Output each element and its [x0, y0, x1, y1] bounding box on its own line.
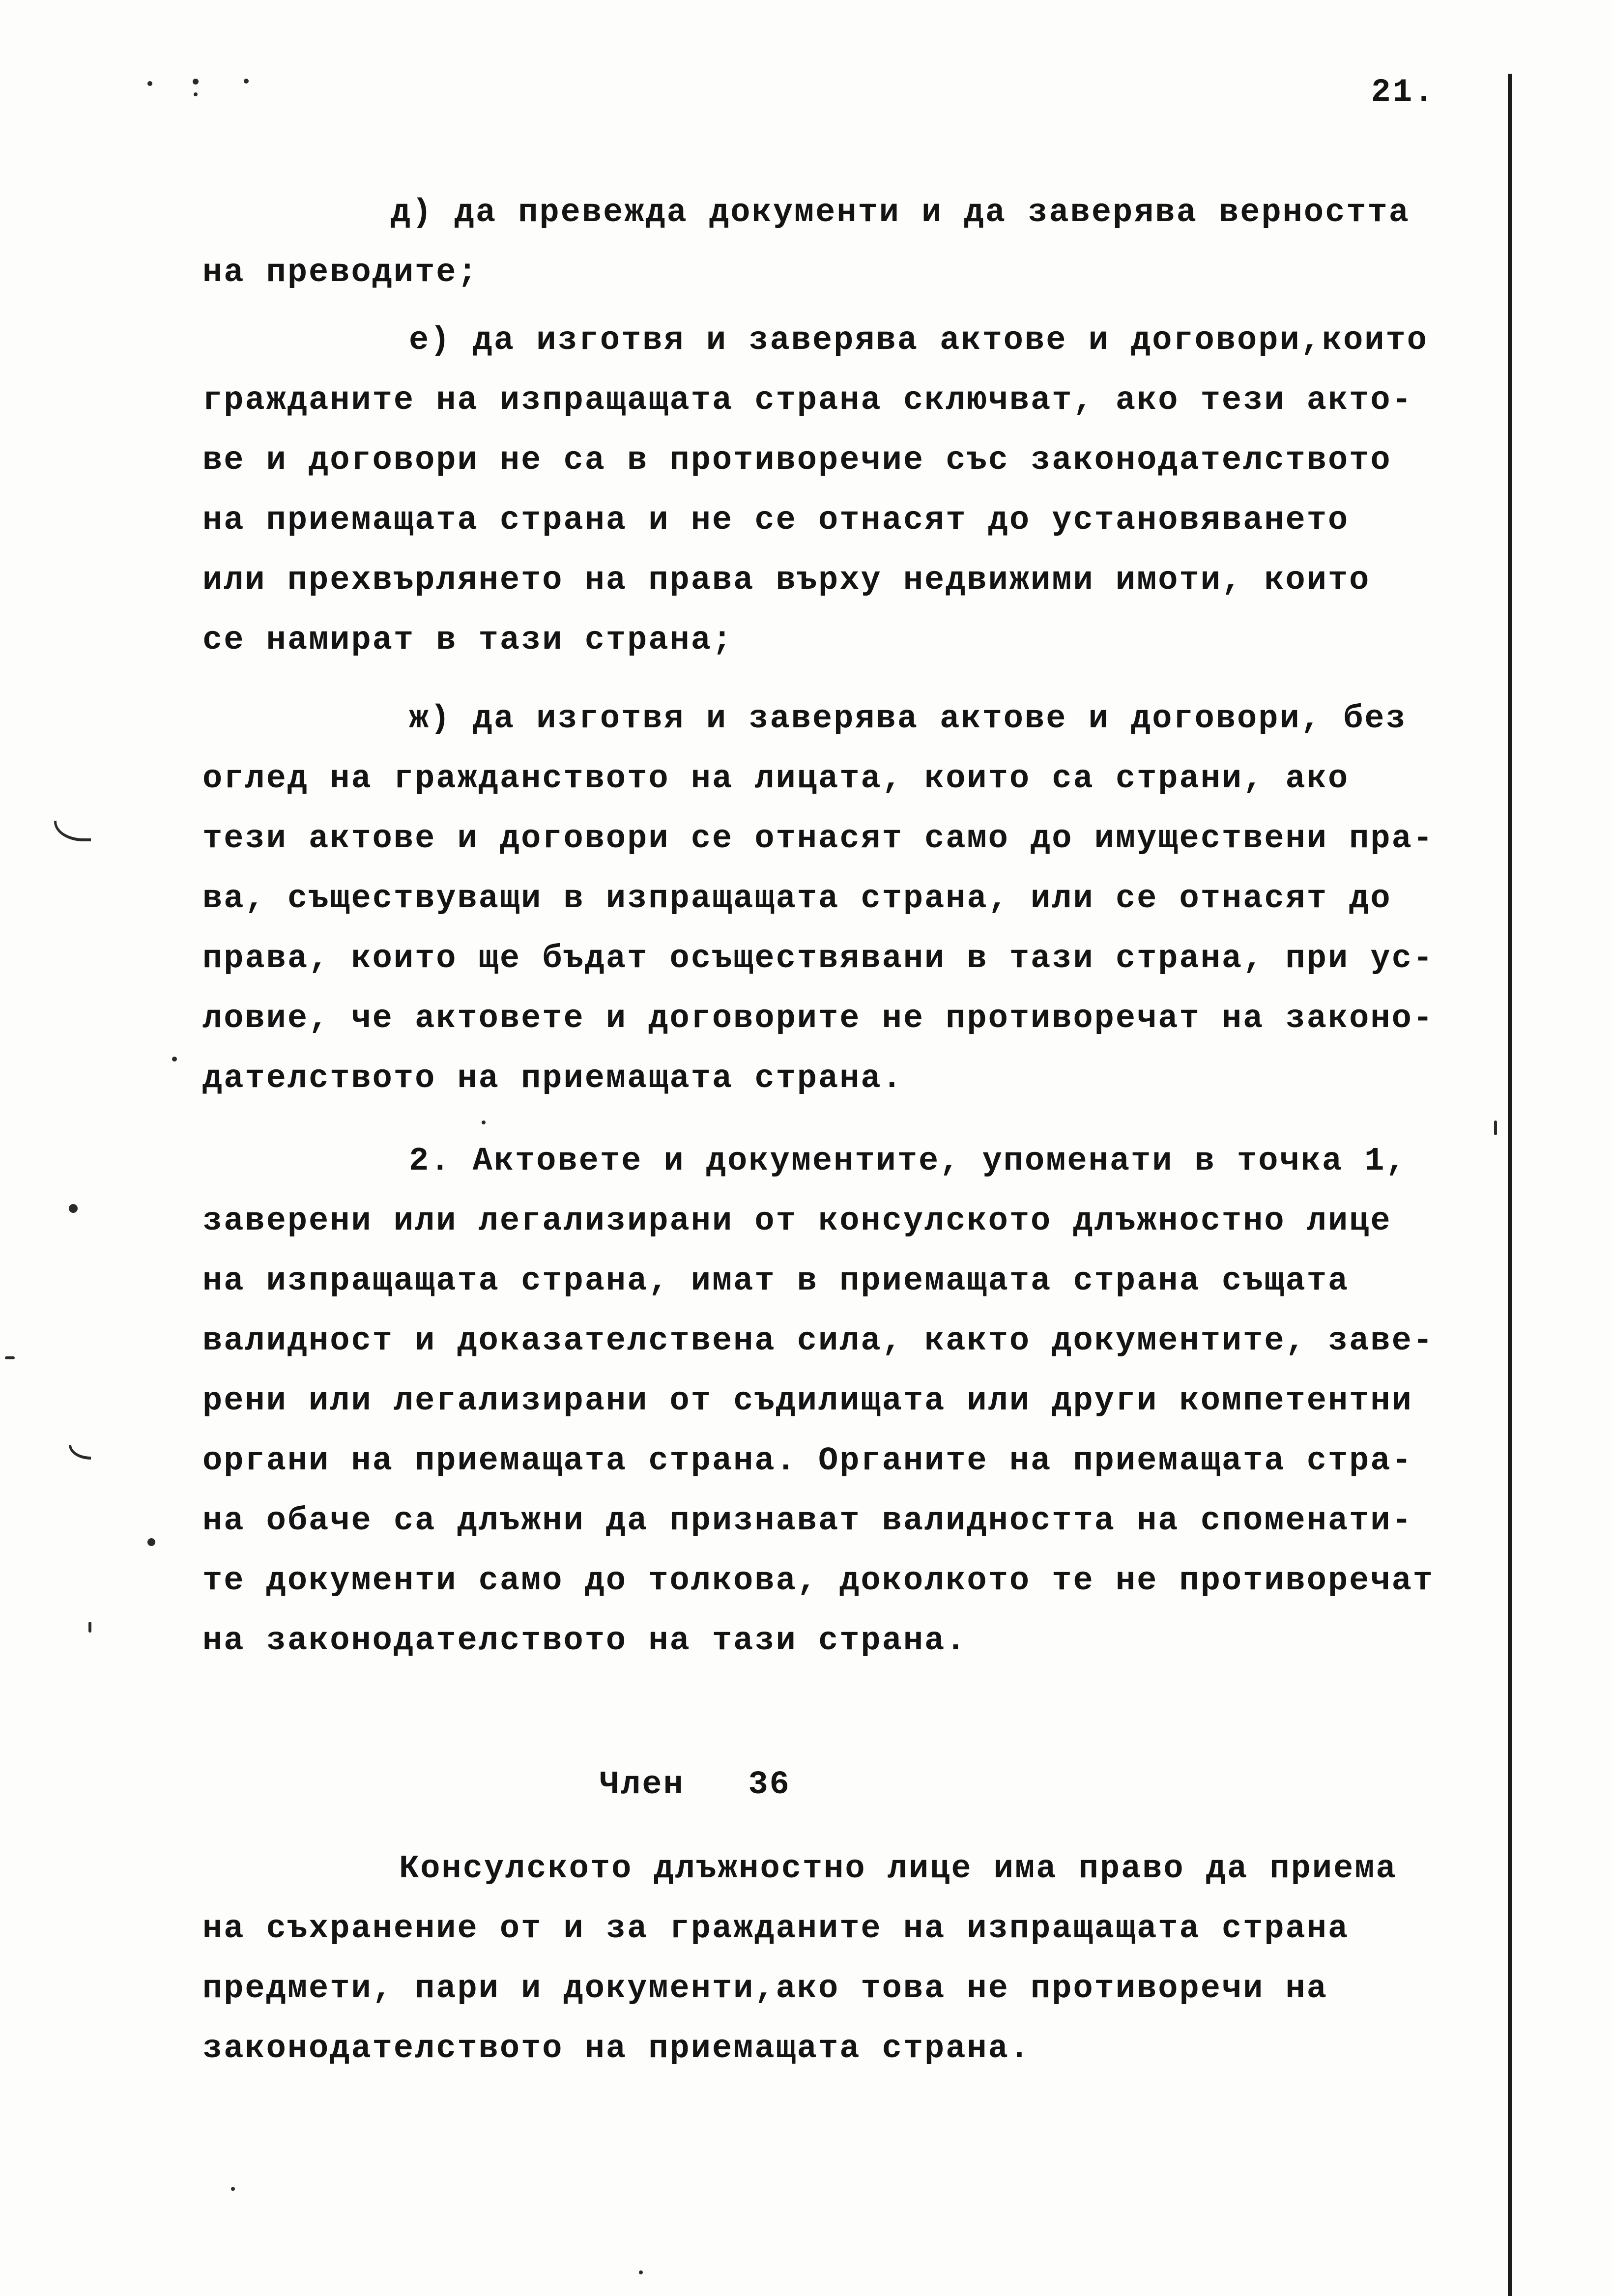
paragraph-zh-line-7: дателството на приемащата страна.: [202, 1060, 903, 1097]
paragraph-2-line-7: на обаче са длъжни да признават валидността на споменати-: [202, 1502, 1413, 1540]
paragraph-e-line-5: или прехвърлянето на права върху недвижими имоти, които: [202, 562, 1371, 599]
paragraph-e-line-4: на приемащата страна и не се отнасят до установяването: [202, 502, 1350, 539]
scan-speck: [172, 1057, 177, 1062]
scan-speck: [639, 2270, 643, 2274]
paragraph-e-line-3: ве и договори не са в противоречие със законодателството: [202, 442, 1392, 479]
scan-speck: [88, 1622, 91, 1633]
paragraph-e-line-1: е) да изготвя и заверява актове и договори,които: [409, 322, 1428, 359]
paragraph-2-line-6: органи на приемащата страна. Органите на приемащата стра-: [202, 1442, 1413, 1480]
article-line-1: Консулското длъжностно лице има право да приема: [399, 1850, 1397, 1888]
scan-speck: [5, 1356, 15, 1359]
article-line-3: предмети, пари и документи,ако това не противоречи на: [202, 1970, 1328, 2008]
paragraph-zh-line-5: права, които ще бъдат осъществявани в тази страна, при ус-: [202, 940, 1434, 977]
scan-speck: [193, 79, 199, 85]
paragraph-e-line-2: гражданите на изпращащата страна сключват, ако тези акто-: [202, 382, 1413, 419]
paragraph-zh-line-3: тези актове и договори се отнасят само до имуществени пра-: [202, 820, 1434, 858]
article-line-4: законодателството на приемащата страна.: [202, 2030, 1031, 2067]
margin-mark: [54, 821, 91, 841]
scan-speck: [69, 1204, 78, 1213]
scan-speck: [482, 1120, 486, 1124]
margin-mark: [69, 1445, 91, 1460]
paragraph-2-line-8: те документи само до толкова, доколкото те не противоречат: [202, 1562, 1434, 1600]
article-line-2: на съхранение от и за гражданите на изпращащата страна: [202, 1910, 1350, 1948]
scan-speck: [231, 2187, 235, 2191]
paragraph-2-line-3: на изпращащата страна, имат в приемащата страна същата: [202, 1263, 1350, 1300]
paragraph-zh-line-6: ловие, че актовете и договорите не противоречат на законо-: [202, 1000, 1434, 1037]
article-heading: Член 36: [600, 1766, 791, 1804]
paragraph-2-line-5: рени или легализирани от съдилищата или други компетентни: [202, 1382, 1413, 1420]
right-margin-rule: [1508, 74, 1512, 2296]
paragraph-zh-line-2: оглед на гражданството на лицата, които са страни, ако: [202, 760, 1350, 798]
page-number: 21.: [1371, 74, 1436, 111]
scan-speck: [1494, 1120, 1497, 1135]
paragraph-d-line-2: на преводите;: [202, 254, 479, 291]
paragraph-e-line-6: се намират в тази страна;: [202, 622, 734, 659]
paragraph-zh-line-4: ва, съществуващи в изпращащата страна, или се отнасят до: [202, 880, 1392, 918]
scan-speck: [147, 1538, 155, 1546]
paragraph-2-line-9: на законодателството на тази страна.: [202, 1622, 967, 1660]
paragraph-2-line-1: 2. Актовете и документите, упоменати в точка 1,: [409, 1143, 1407, 1180]
paragraph-zh-line-1: ж) да изготвя и заверява актове и договори, без: [409, 700, 1407, 738]
paragraph-d-line-1: д) да превежда документи и да заверява верността: [391, 194, 1410, 231]
scan-speck: [244, 79, 249, 84]
scan-speck: [194, 92, 198, 96]
paragraph-2-line-4: валидност и доказателствена сила, както документите, заве-: [202, 1322, 1434, 1360]
scan-speck: [147, 81, 152, 86]
paragraph-2-line-2: заверени или легализирани от консулското длъжностно лице: [202, 1203, 1392, 1240]
